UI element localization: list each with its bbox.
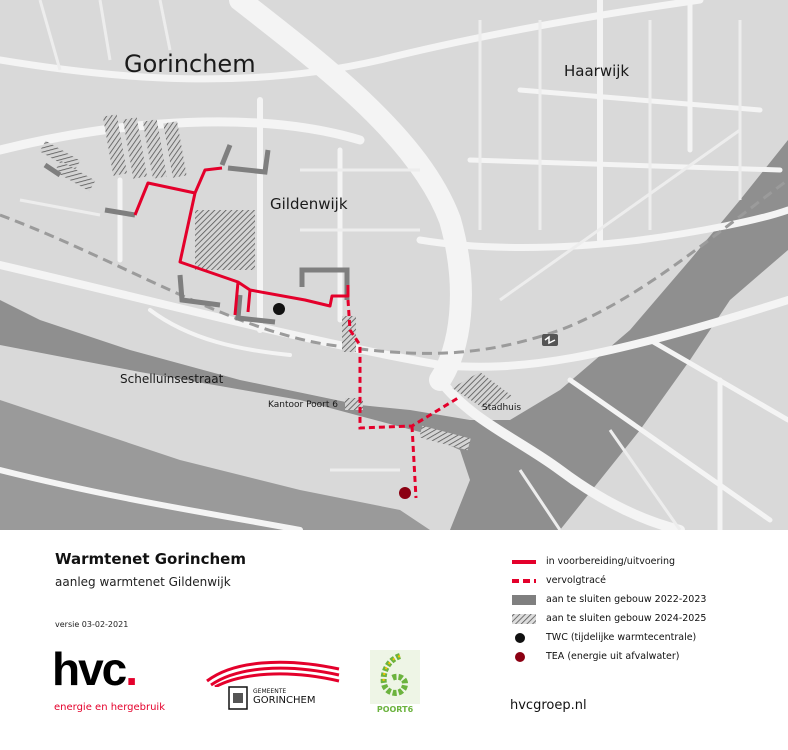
footer-title: Warmtenet Gorinchem xyxy=(55,550,246,568)
tea-dot-icon xyxy=(510,650,538,664)
legend-label: TEA (energie uit afvalwater) xyxy=(546,651,680,662)
legend-item-route-dashed xyxy=(510,574,780,593)
legend-label: vervolgtracé xyxy=(546,575,606,586)
label-schelluinsestraat: Schelluinsestraat xyxy=(120,372,224,386)
label-kantoor-poort6: Kantoor Poort 6 xyxy=(268,400,339,410)
gemeente-swoosh-icon xyxy=(203,655,343,687)
coat-of-arms-icon xyxy=(227,685,249,711)
footer-subtitle: aanleg warmtenet Gildenwijk xyxy=(55,575,231,589)
gorinchem-label: GORINCHEM xyxy=(253,695,316,706)
hvc-tagline: energie en hergebruik xyxy=(54,702,165,713)
route-dashed-icon xyxy=(510,574,538,588)
poort6-label: POORT6 xyxy=(376,705,414,714)
legend-label: aan te sluiten gebouw 2022-2023 xyxy=(546,594,707,605)
twc-dot-icon xyxy=(510,631,538,645)
legend-item-tea xyxy=(510,650,780,669)
poort6-logo xyxy=(370,650,420,718)
label-stadhuis: Stadhuis xyxy=(482,403,522,413)
legend-item-twc xyxy=(510,631,780,650)
ns-station-icon xyxy=(542,334,558,346)
legend-label: aan te sluiten gebouw 2024-2025 xyxy=(546,613,707,624)
gemeente-gorinchem-logo xyxy=(203,655,343,717)
legend-item-route-solid xyxy=(510,555,780,574)
label-gorinchem: Gorinchem xyxy=(124,50,256,78)
hvc-wordmark: hvc. xyxy=(52,643,137,695)
website-link[interactable]: hvcgroep.nl xyxy=(510,698,587,713)
building-hatched-icon xyxy=(510,612,538,626)
legend xyxy=(510,555,780,669)
hvc-logo xyxy=(52,643,177,718)
legend-item-building-hatched xyxy=(510,612,780,631)
version-label: versie 03-02-2021 xyxy=(55,620,129,629)
label-gildenwijk: Gildenwijk xyxy=(270,195,348,213)
gemeente-label: GEMEENTE xyxy=(253,688,287,695)
twc-marker xyxy=(273,303,285,315)
poort6-mosaic-icon xyxy=(370,650,420,704)
route-solid-icon xyxy=(510,555,538,569)
tea-marker xyxy=(399,487,411,499)
legend-item-building-solid xyxy=(510,593,780,612)
label-haarwijk: Haarwijk xyxy=(564,62,630,80)
legend-label: TWC (tijdelijke warmtecentrale) xyxy=(546,632,697,643)
legend-label: in voorbereiding/uitvoering xyxy=(546,556,676,567)
building-solid-icon xyxy=(510,593,538,607)
